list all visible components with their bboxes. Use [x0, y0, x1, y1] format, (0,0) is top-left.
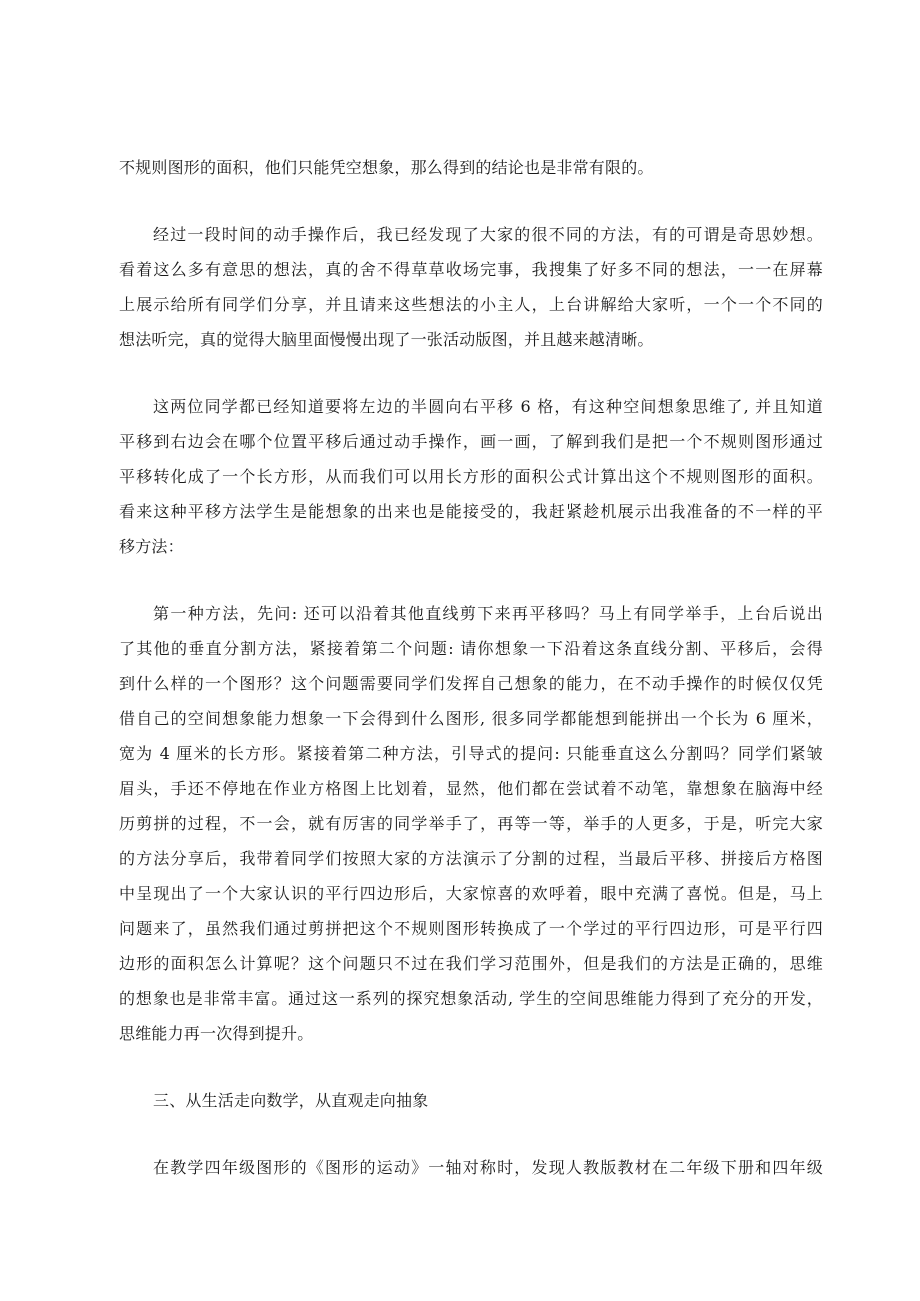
paragraph-gap	[119, 1051, 823, 1083]
paragraph-6	[119, 1150, 823, 1185]
text-line: 想法听完，真的觉得大脑里面慢慢出现了一张活动版图，并且越来越清晰。	[119, 330, 654, 349]
text-line: 移方法：	[119, 537, 184, 556]
text-line: 了其他的垂直分割方法，紧接着第二个问题: 请你想象一下沿着这条直线分割、平移后，会得	[119, 639, 823, 658]
text-line: 到什么样的一个图形？这个问题需要同学们发挥自己想象的能力，在不动手操作的时候仅仅凭	[119, 674, 823, 693]
text-line: 的想象也是非常丰富。通过这一系列的探究想象活动, 学生的空间思维能力得到了充分的开发，	[119, 989, 823, 1008]
paragraph-gap	[119, 357, 823, 389]
text-line: 看着这么多有意思的想法，真的舍不得草草收场完事，我搜集了好多不同的想法，一一在屏幕	[119, 260, 823, 279]
paragraph-3	[119, 389, 823, 564]
text-line: 上展示给所有同学们分享，并且请来这些想法的小主人，上台讲解给大家听，一个一个不同的	[119, 295, 823, 314]
paragraph-4	[119, 596, 823, 1051]
section-heading	[119, 1083, 823, 1118]
text-line: 平移到右边会在哪个位置平移后通过动手操作，画一画，了解到我们是把一个不规则图形通过	[119, 432, 823, 451]
text-line: 眉头，手还不停地在作业方格图上比划着，显然，他们都在尝试着不动笔，靠想象在脑海中经	[119, 779, 823, 798]
paragraph-1	[119, 150, 823, 185]
text-line: 历剪拼的过程，不一会，就有厉害的同学举手了，再等一等，举手的人更多，于是，听完大家	[119, 814, 823, 833]
text-line: 宽为 4 厘米的长方形。紧接着第二种方法，引导式的提问: 只能垂直这么分割吗？同学们紧皱	[119, 744, 823, 763]
text-line: 思维能力再一次得到提升。	[119, 1024, 314, 1043]
paragraph-2	[119, 217, 823, 357]
text-line: 平移转化成了一个长方形，从而我们可以用长方形的面积公式计算出这个不规则图形的面积。	[119, 467, 823, 486]
text-line: 的方法分享后，我带着同学们按照大家的方法演示了分割的过程，当最后平移、拼接后方格图	[119, 849, 823, 868]
text-line: 在教学四年级图形的《图形的运动》一轴对称时，发现人教版教材在二年级下册和四年级	[153, 1158, 823, 1177]
text-line: 边形的面积怎么计算呢？这个问题只不过在我们学习范围外，但是我们的方法是正确的，思维	[119, 954, 823, 973]
heading-text: 三、从生活走向数学，从直观走向抽象	[153, 1091, 429, 1110]
text-line: 问题来了，虽然我们通过剪拼把这个不规则图形转换成了一个学过的平行四边形，可是平行四	[119, 919, 823, 938]
text-line: 中呈现出了一个大家认识的平行四边形后，大家惊喜的欢呼着，眼中充满了喜悦。但是，马上	[119, 884, 823, 903]
text-line: 经过一段时间的动手操作后，我已经发现了大家的很不同的方法，有的可谓是奇思妙想。	[153, 225, 823, 244]
paragraph-gap	[119, 185, 823, 217]
text-line: 看来这种平移方法学生是能想象的出来也是能接受的，我赶紧趁机展示出我准备的不一样的平	[119, 502, 823, 521]
text-line: 不规则图形的面积，他们只能凭空想象，那么得到的结论也是非常有限的。	[119, 158, 654, 177]
text-line: 借自己的空间想象能力想象一下会得到什么图形, 很多同学都能想到能拼出一个长为 6 厘米，	[119, 709, 823, 728]
document-page	[119, 150, 823, 1185]
paragraph-gap	[119, 564, 823, 596]
paragraph-gap	[119, 1118, 823, 1150]
text-line: 第一种方法，先问: 还可以沿着其他直线剪下来再平移吗？马上有同学举手，上台后说出	[153, 604, 823, 623]
text-line: 这两位同学都已经知道要将左边的半圆向右平移 6 格，有这种空间想象思维了, 并且知道	[153, 397, 823, 416]
